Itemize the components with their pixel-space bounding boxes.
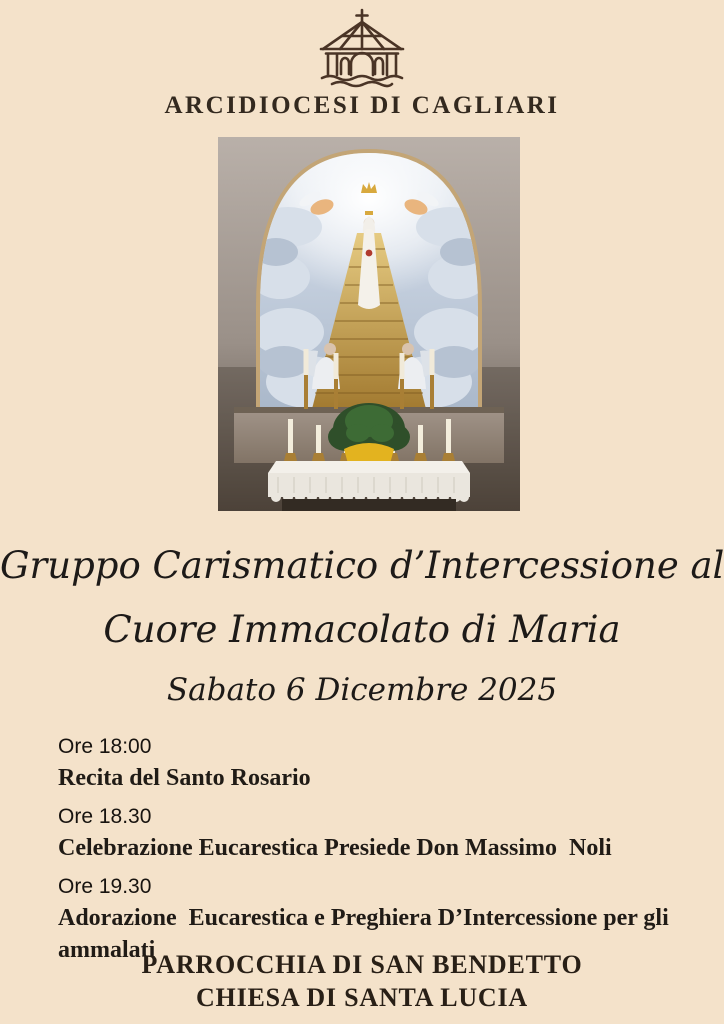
schedule-time: Ore 18.30: [58, 805, 152, 828]
schedule-time: Ore 19.30: [58, 875, 152, 898]
schedule-item: [58, 805, 682, 864]
altar-photo: [218, 137, 520, 511]
organization-name: ARCIDIOCESI DI CAGLIARI: [164, 92, 560, 119]
church-name: CHIESA DI SANTA LUCIA: [195, 983, 528, 1012]
parish-name: PARROCCHIA DI SAN BENDETTO: [141, 950, 583, 979]
brand-header: [0, 8, 724, 120]
chapel-gazebo-icon: [314, 8, 410, 90]
schedule: [58, 735, 682, 977]
schedule-time: Ore 18:00: [58, 735, 152, 758]
footer: [0, 948, 724, 1014]
schedule-event: Recita del Santo Rosario: [58, 765, 311, 791]
schedule-event: Adorazione Eucarestica e Preghiera D’Intercessione per gli ammalati: [58, 905, 675, 963]
event-title-line2: Cuore Immacolato di Maria: [103, 608, 621, 651]
event-date: Sabato 6 Dicembre 2025: [166, 672, 558, 708]
schedule-event: Celebrazione Eucarestica Presiede Don Massimo Noli: [58, 835, 612, 861]
schedule-item: [58, 735, 682, 794]
event-title: [0, 534, 724, 662]
event-title-line1: Gruppo Carismatico d’Intercessione al: [0, 544, 724, 587]
